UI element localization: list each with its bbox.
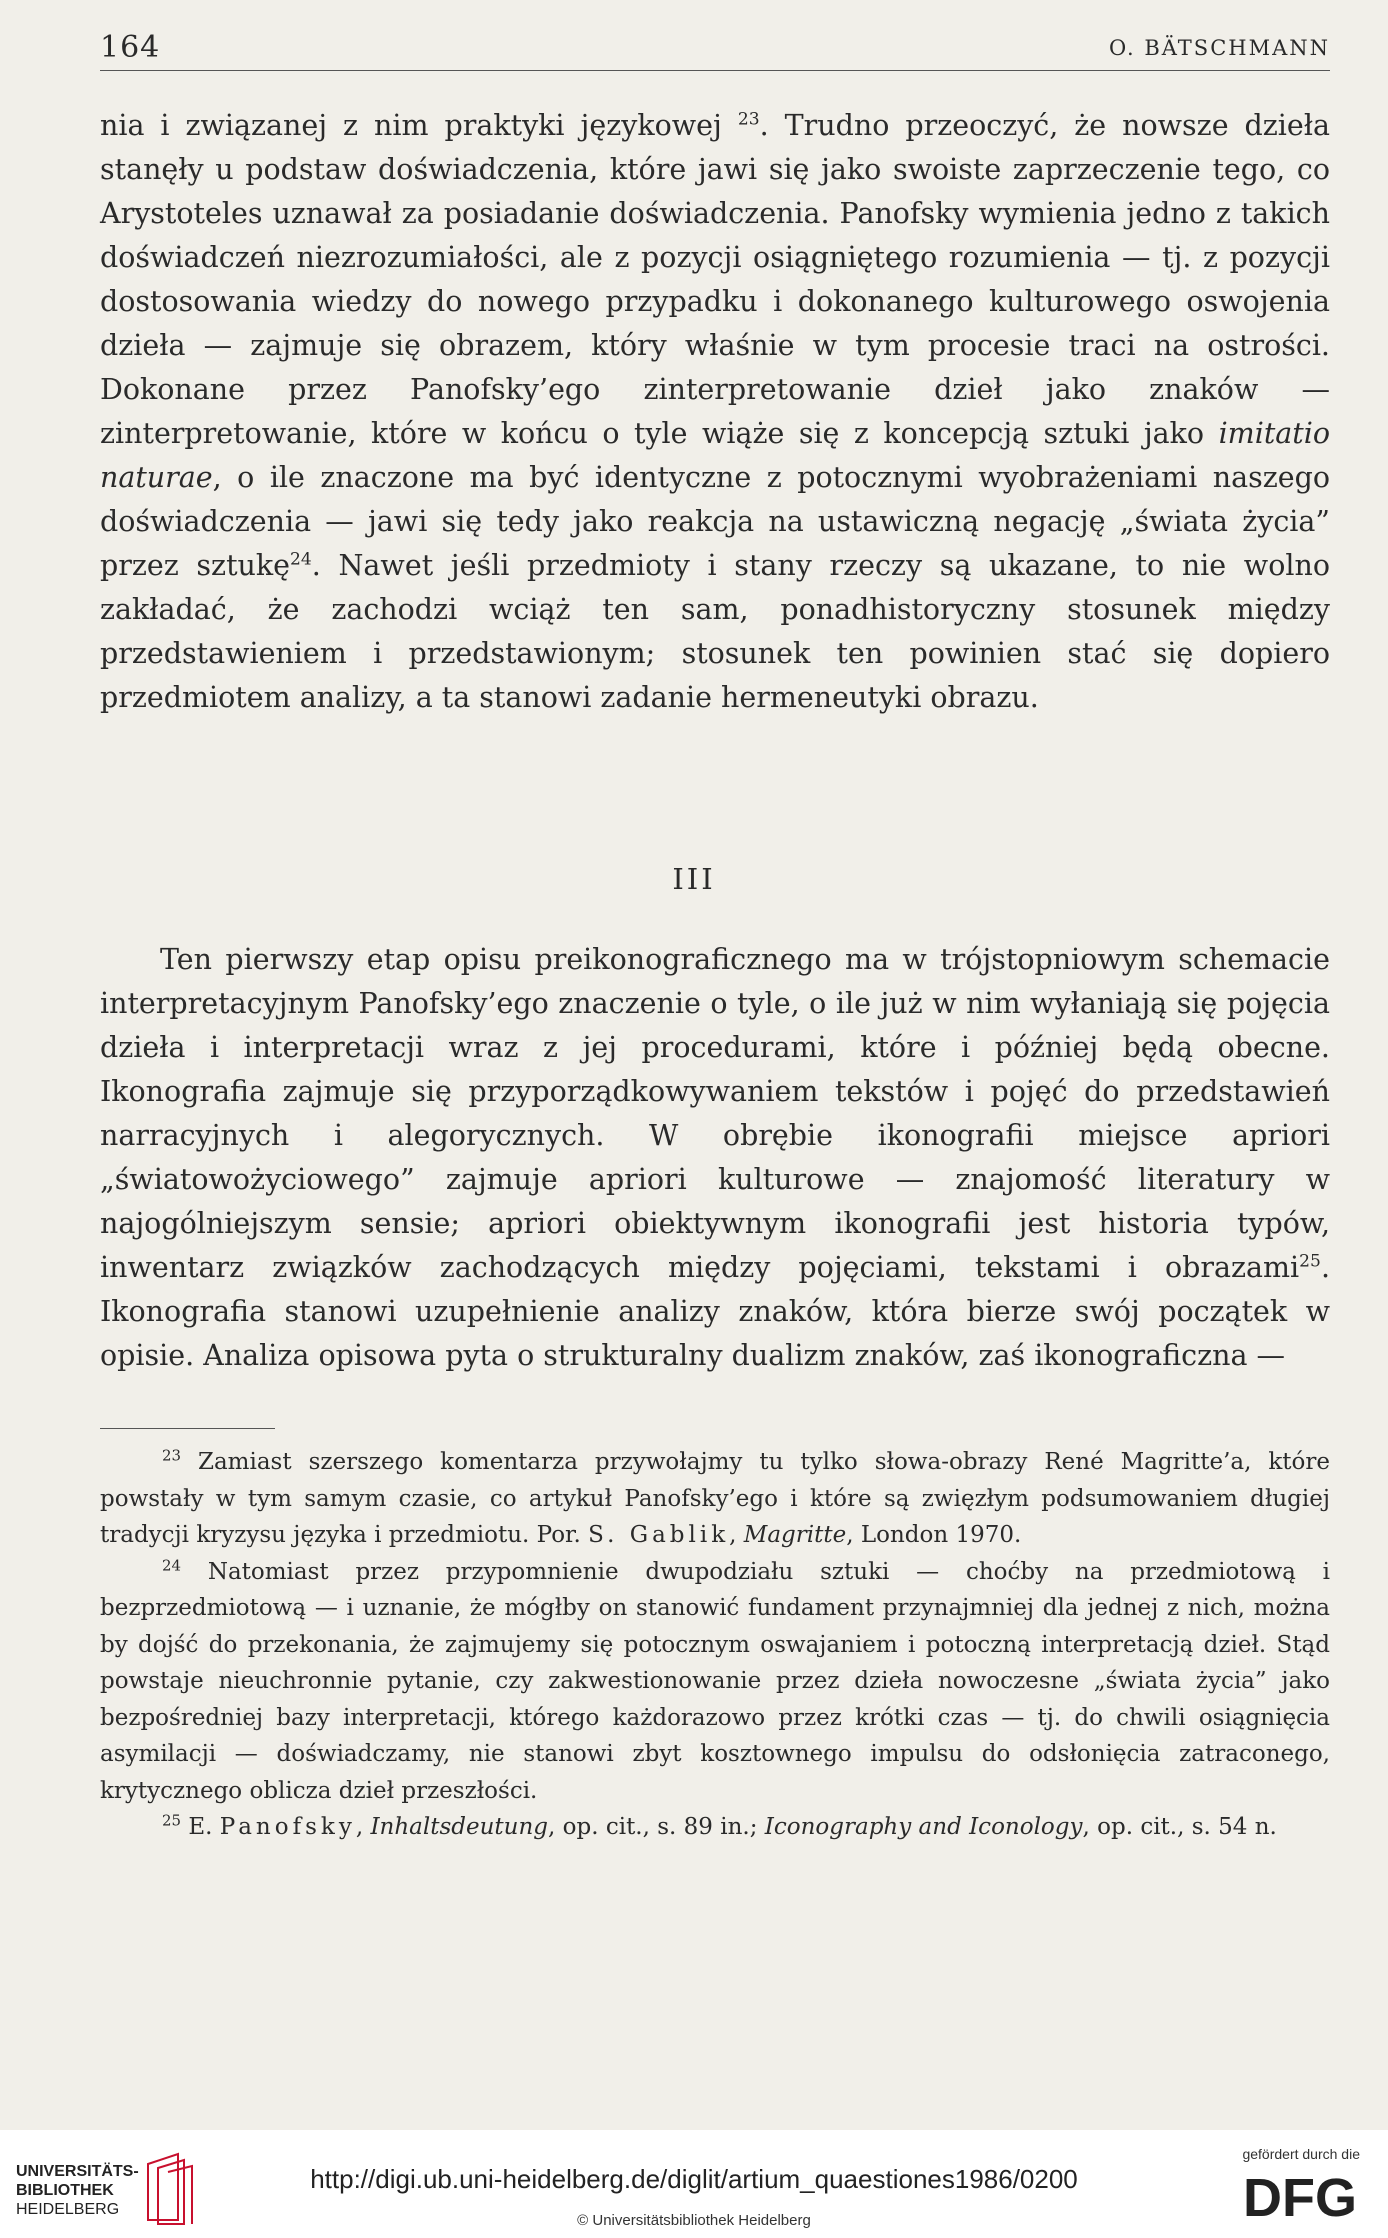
paragraph-2: Ten pierwszy etap opisu preikonograficznego ma w trójstopniowym schemacie interpretacyjnym Panofsky’ego znaczenie o tyle, o ile już w nim wyłaniają się pojęcia dzieła i interpretacji wraz z jej procedurami, które i później będą obecne. Ikonografia zajmuje się przyporządkowywaniem tekstów i pojęć do przedstawień narracyjnych i alegorycznych. W obrębie ikonografii miejsce apriori „światowożyciowego” zajmuje apriori kulturowe — znajomość literatury w najogólniejszym sensie; apriori obiektywnym ikonografii jest historia typów, inwentarz związków zachodzących między pojęciami, tekstami i obrazami$^{25}$. Ikonografia stanowi uzupełnienie analizy znaków, która bierze swój początek w opisie. Analiza opisowa pyta o strukturalny dualizm znaków, zaś ikonograficzna — [100,943,1330,1372]
footnote-23: $^{23}$ Zamiast szerszego komentarza przywołajmy tu tylko słowa-obrazy René Magritte’a, które powstały w tym samym czasie, co artykuł Panofsky’ego i które są zwięzłym podsumowaniem długiej tradycji kryzysu języka i przedmiotu. Por. S. Gablik, Magritte, London 1970. [100,1446,1330,1548]
dfg-logo-text: DFG [1243,2168,1357,2224]
footnote-25: $^{25}$ E. Panofsky, Inhaltsdeutung, op. cit., s. 89 in.; Iconography and Iconology, op. cit., s. 54 n. [162,1811,1277,1840]
running-head: O. BÄTSCHMANN [1109,36,1330,60]
section-heading: III [672,862,716,896]
main-text [100,104,1330,720]
funded-by-label: gefördert durch die [1242,2146,1360,2162]
page-number: 164 [100,30,161,65]
paragraph-1: nia i związanej z nim praktyki językowej $^{23}$. Trudno przeoczyć, że nowsze dzieła stanęły u podstaw doświadczenia, które jawi się jako swoiste zaprzeczenie tego, co Arystoteles uznawał za posiadanie doświadczenia. Panofsky wymienia jedno z takich doświadczeń niezrozumiałości, ale z pozycji osiągniętego rozumienia — tj. z pozycji dostosowania wiedzy do nowego przypadku i dokonanego kulturowego oswojenia dzieła — zajmuje się obrazem, który właśnie w tym procesie traci na ostrości. Dokonane przez Panofsky’ego zinterpretowanie dzieł jako znaków — zinterpretowanie, które w końcu o tyle wiąże się z koncepcją sztuki jako imitatio naturae, o ile znaczone ma być identyczne z potocznymi wyobrażeniami naszego doświadczenia — jawi się tedy jako reakcja na ustawiczną negację „świata życia” przez sztukę$^{24}$. Nawet jeśli przedmioty i stany rzeczy są ukazane, to nie wolno zakładać, że zachodzi wciąż ten sam, ponadhistoryczny stosunek między przedstawieniem i przedstawionym; stosunek ten powinien stać się dopiero przedmiotem analizy, a ta stanowi zadanie hermeneutyki obrazu. [100,109,1330,714]
footnote-ref-25: 25 [1299,1251,1321,1272]
copyright-notice: © Universitätsbibliothek Heidelberg [577,2212,811,2229]
main-text-section-3 [100,938,1330,1378]
footnote-ref-24: 24 [290,549,312,570]
permalink-url[interactable]: http://digi.ub.uni-heidelberg.de/diglit/artium_quaestiones1986/0200 [310,2164,1078,2194]
footnote-24: $^{24}$ Natomiast przez przypomnienie dwupodziału sztuki — choćby na przedmiotową i bezprzedmiotową — i uznanie, że mógłby on stanowić fundament przynajmniej dla jednej z nich, można by dojść do przekonania, że zajmujemy się potocznym oswajaniem i potoczną interpretacją dzieł. Stąd powstaje nieuchronnie pytanie, czy zakwestionowanie przez dzieła nowoczesne „świata życia” jako bezpośredniej bazy interpretacji, którego każdorazowo przez krótki czas — tj. do chwili osiągnięcia asymilacji — doświadczamy, nie stanowi zbyt kosztownego impulsu do odsłonięcia zatraconego, krytycznego oblicza dzieł przeszłości. [100,1555,1331,1804]
emphasis-imitatio: imitatio naturae [100,417,1330,494]
footnote-divider [100,1428,275,1429]
dfg-logo [1238,2168,1362,2224]
digitization-footer [0,2130,1388,2238]
footnotes [100,1444,1330,1846]
footnote-ref-23: 23 [737,109,760,130]
page-header [100,28,1330,71]
library-name: UNIVERSITÄTS- BIBLIOTHEK HEIDELBERG [16,2163,139,2218]
